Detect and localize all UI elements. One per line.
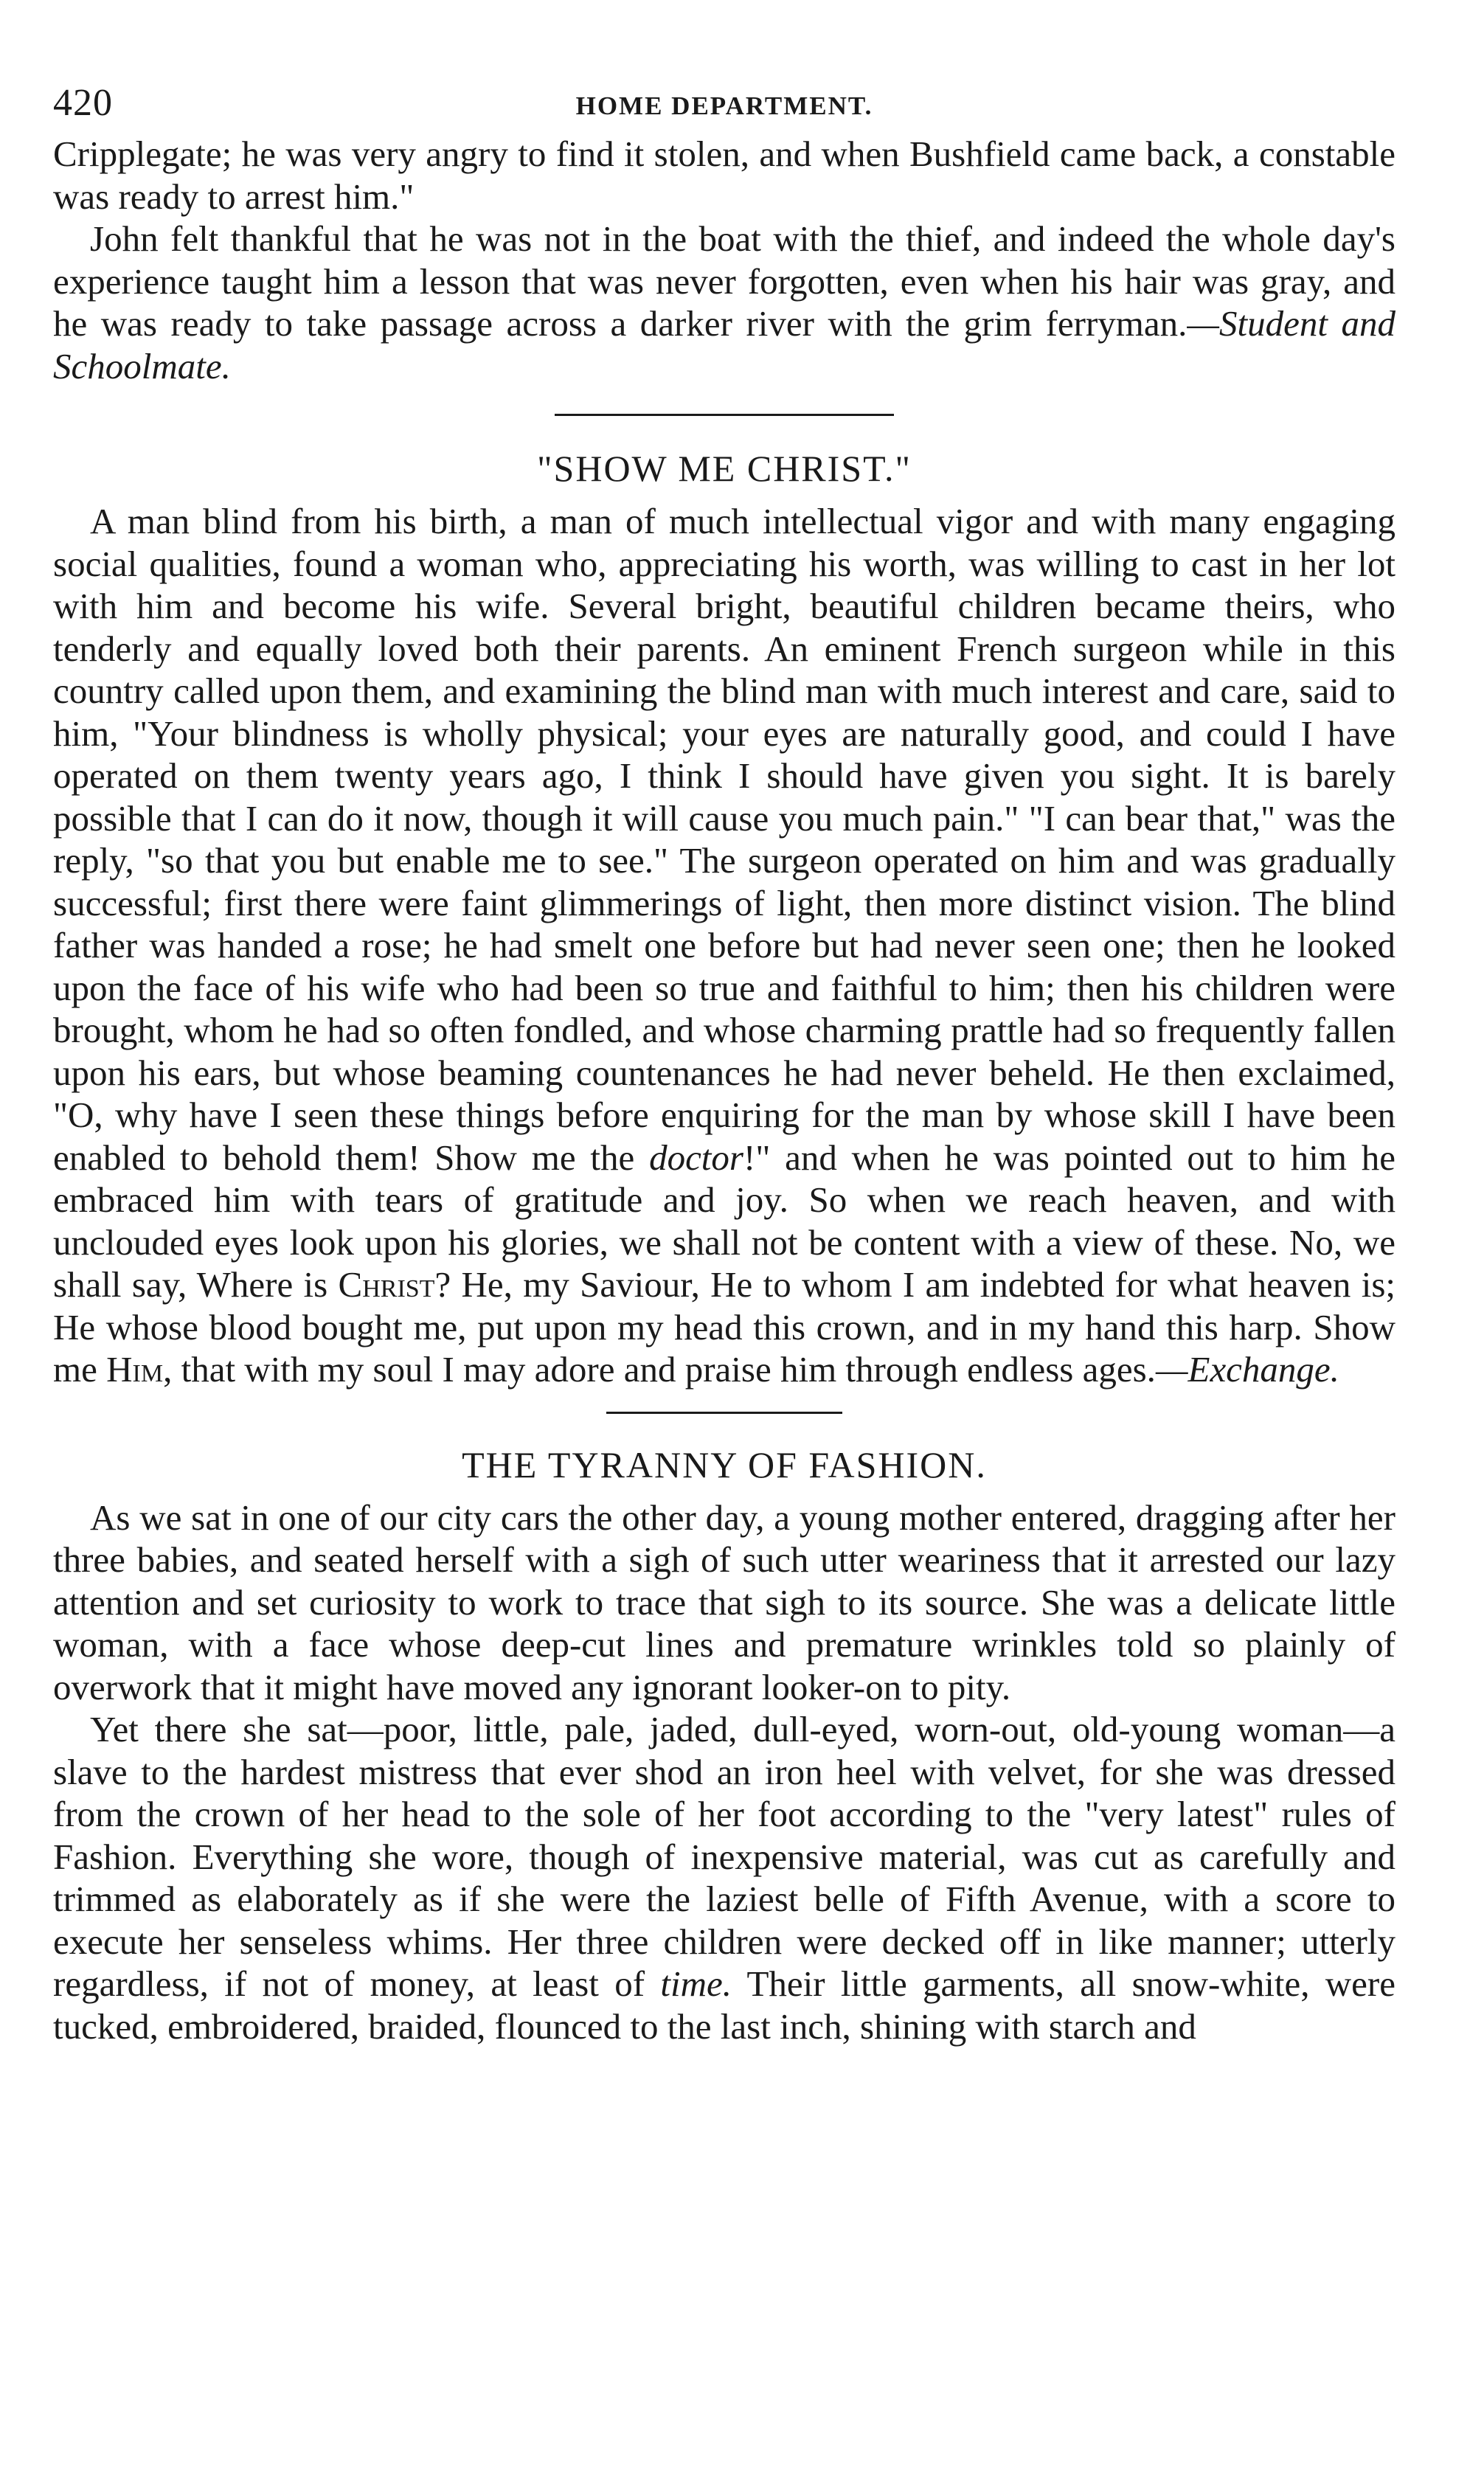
- paragraph-text: As we sat in one of our city cars the other day, a young mother entered, dragging after her three babies, and seated herself with a sigh of such utter weariness that it arrested our lazy attention and set curiosity to work to trace that sigh to its source. She was a delicate little woman, with a face whose deep-cut lines and premature wrinkles told so plainly of overwork that it might have moved any ignorant looker-on to pity.: [53, 1496, 1395, 1707]
- article-paragraph: [53, 500, 1395, 1391]
- paragraph-text: Cripplegate; he was very angry to find it stolen, and when Bushfield came back, a constable was ready to arrest him.": [53, 133, 1395, 217]
- section-divider: [555, 414, 894, 416]
- running-head: HOME DEPARTMENT.: [575, 91, 873, 120]
- source-attribution: —Student and Schoolmate.: [53, 303, 1395, 386]
- document-page: [53, 81, 1395, 2047]
- paragraph-text: Their little garments, all snow-white, were tucked, embroidered, braided, flounced to the last inch, shining with starch and: [53, 1963, 1396, 2047]
- paragraph-text: John felt thankful that he was not in the boat with the thief, and indeed the whole day's experience taught him a lesson that was never forgotten, even when his hair was gray, and he was ready to take passage across a darker river with the grim ferryman.: [53, 218, 1395, 344]
- emphasis-time: time.: [660, 1963, 732, 2004]
- section-divider: [606, 1412, 842, 1414]
- page-header: [53, 81, 1395, 133]
- small-caps-christ: Christ: [338, 1264, 435, 1305]
- paragraph-text: ? He, my Saviour, He to whom I am indebted for what heaven is; He whose blood bought me, put upon my head this crown, and in my hand this harp. Show me: [53, 1264, 1396, 1390]
- page-number: 420: [53, 82, 113, 124]
- paragraph-text: !" and when he was pointed out to him he embraced him with tears of gratitude and joy. So when we reach heaven, and with unclouded eyes look upon his glories, we shall not be content with a view of these. No, we shall say, Where is: [53, 1137, 1395, 1305]
- emphasis-doctor: doctor: [649, 1137, 743, 1178]
- small-caps-him: Him: [106, 1349, 164, 1390]
- story-closing-paragraph: [53, 218, 1395, 387]
- article-paragraph: [53, 1496, 1395, 1709]
- story-continuation-paragraph: [53, 133, 1395, 218]
- article-title: "SHOW ME CHRIST.": [537, 448, 912, 489]
- source-attribution: —Exchange.: [1155, 1349, 1339, 1390]
- paragraph-text: A man blind from his birth, a man of much intellectual vigor and with many engaging social qualities, found a woman who, appreciating his worth, was willing to cast in her lot with him and become his wife. Several bright, beautiful children became theirs, who tenderly and equally loved both their parents. An eminent French surgeon while in this country called upon them, and examining the blind man with much interest and care, said to him, "Your blindness is wholly physical; your eyes are naturally good, and could I have operated on them twenty years ago, I think I should have given you sight. It is barely possible that I can do it now, though it will cause you much pain." "I can bear that," was the reply, "so that you but enable me to see." The surgeon operated on him and was gradually successful; first there were faint glimmerings of light, then more distinct vision. The blind father was handed a rose; he had smelt one before but had never seen one; then he looked upon the face of his wife who had been so true and faithful to him; then his children were brought, whom he had so often fondled, and whose charming prattle had so frequently fallen upon his ears, but whose beaming countenances he had never beheld. He then exclaimed, "O, why have I seen these things before enquiring for the man by whose skill I have been enabled to behold them! Show me the: [53, 501, 1395, 1178]
- paragraph-text: Yet there she sat—poor, little, pale, jaded, dull-eyed, worn-out, old-young woman—a slave to the hardest mistress that ever shod an iron heel with velvet, for she was dressed from the crown of her head to the sole of her foot according to the "very latest" rules of Fashion. Everything she wore, though of inexpensive material, was cut as carefully and trimmed as elaborately as if she were the laziest belle of Fifth Avenue, with a score to execute her senseless whims. Her three children were decked off in like manner; utterly regardless, if not of money, at least of: [53, 1709, 1395, 2004]
- article-title: THE TYRANNY OF FASHION.: [462, 1443, 987, 1485]
- article-paragraph: [53, 1708, 1395, 2047]
- paragraph-text: , that with my soul I may adore and praise him through endless ages.: [163, 1349, 1156, 1390]
